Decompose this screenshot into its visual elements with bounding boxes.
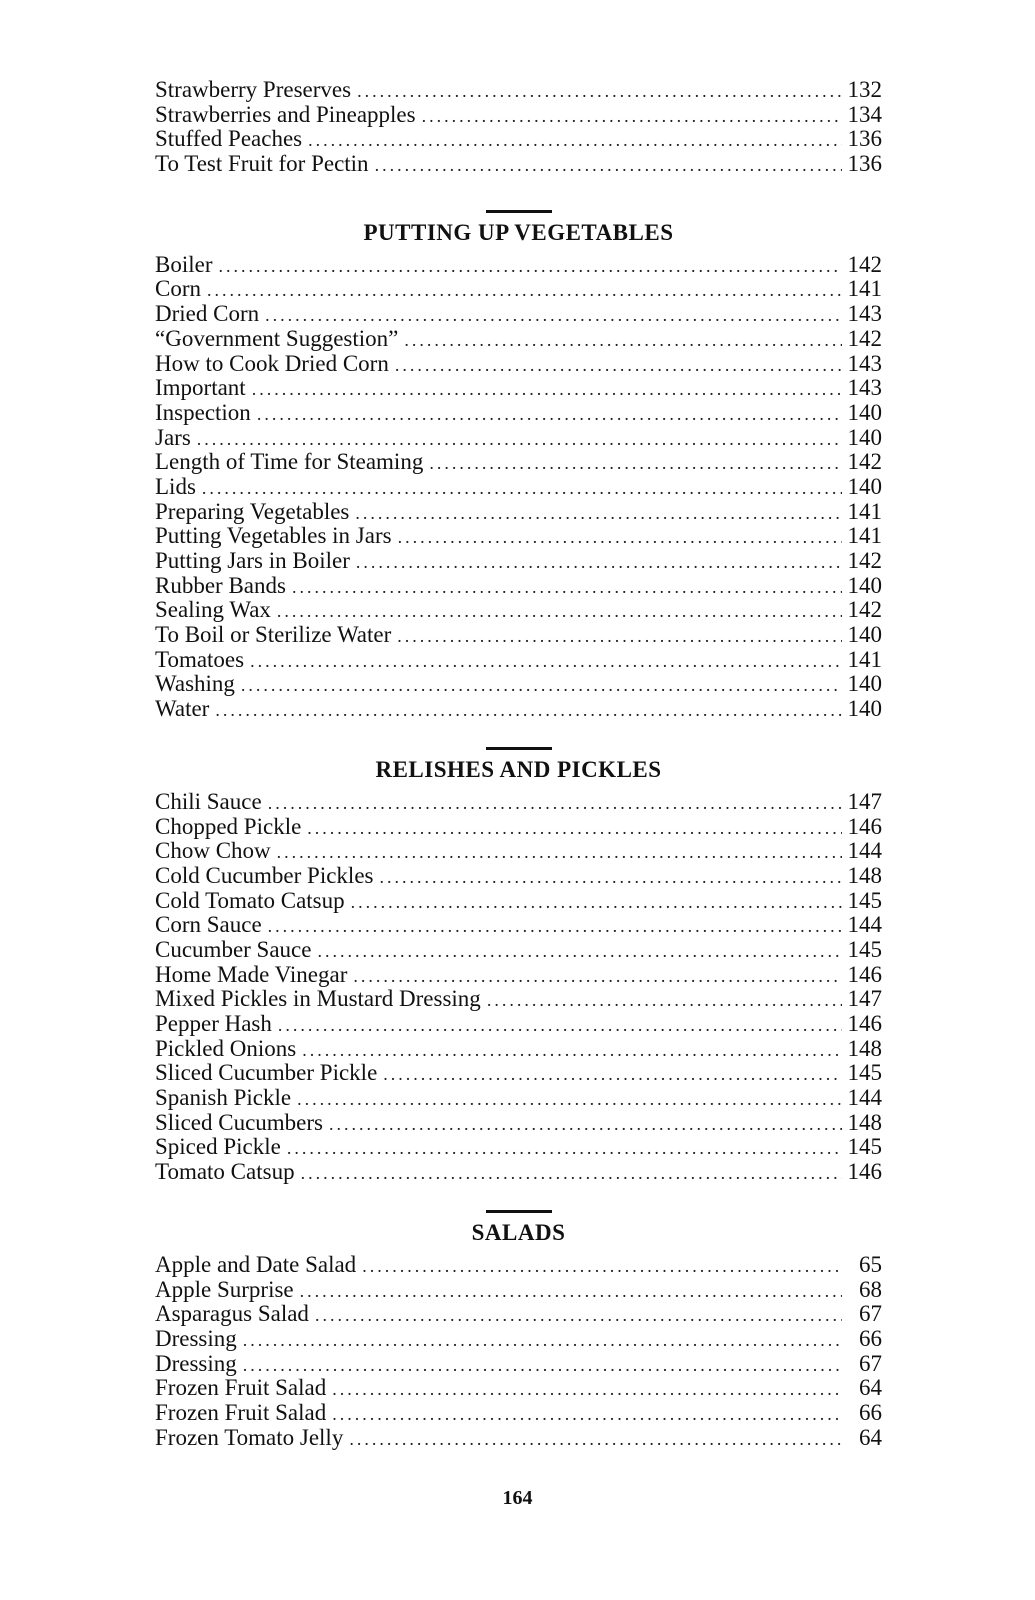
index-entry [155,1037,882,1062]
index-entry [155,1061,882,1086]
index-entry [155,450,882,475]
entry-title: Mixed Pickles in Mustard Dressing [155,986,481,1012]
dot-leader [297,1087,842,1112]
section-heading: SALADS [471,1219,566,1245]
dot-leader [383,1062,842,1087]
index-entry [155,648,882,673]
dot-leader [404,328,842,353]
entry-title: Cold Tomato Catsup [155,887,345,913]
dot-leader [349,1427,842,1452]
entry-title: Spanish Pickle [155,1085,292,1111]
entry-title: Spiced Pickle [155,1134,281,1160]
entry-title: Boiler [155,251,213,277]
index-entry [155,598,882,623]
dot-leader [207,278,842,303]
entry-title: Strawberry Preserves [155,77,352,102]
entry-title: Pickled Onions [155,1035,297,1061]
dot-leader [307,816,842,841]
entry-page-number: 146 [847,961,882,987]
index-entry [155,913,882,938]
entry-page-number: 142 [847,251,882,277]
index-entry [155,1401,882,1426]
entry-page-number: 141 [847,523,882,549]
index-entry [155,623,882,648]
entry-page-number: 147 [847,788,882,814]
index-entry [155,963,882,988]
entry-title: Washing [155,671,235,697]
entry-page-number: 64 [859,1424,882,1450]
entry-title: Chow Chow [155,838,271,864]
entry-page-number: 147 [847,986,882,1012]
dot-leader [250,649,842,674]
index-entry [155,1278,882,1303]
entry-title: Corn [155,276,201,302]
entry-page-number: 142 [847,548,882,573]
dot-leader [265,303,842,328]
index-entry [155,103,882,128]
entry-title: Home Made Vinegar [155,961,348,987]
index-entry [155,790,882,815]
entry-page-number: 136 [847,151,882,177]
dot-leader [353,964,842,989]
entry-title: Cold Cucumber Pickles [155,862,374,888]
index-entry [155,327,882,352]
index-entry [155,352,882,377]
entry-title: Apple Surprise [155,1276,294,1302]
entry-page-number: 141 [847,498,882,524]
entry-title: Asparagus Salad [155,1301,309,1327]
entry-page-number: 145 [847,936,882,962]
entry-title: Lids [155,473,196,499]
index-entry [155,1327,882,1352]
entry-title: Jars [155,424,191,450]
index-entry [155,574,882,599]
dot-leader [397,624,842,649]
index-entry [155,277,882,302]
entry-page-number: 145 [847,887,882,913]
dot-leader [243,1328,842,1353]
section-salads [155,1213,882,1451]
section-relishes-and-pickles [155,750,882,1185]
entry-page-number: 144 [847,912,882,938]
entry-title: Sliced Cucumbers [155,1109,323,1135]
dot-leader [241,673,842,698]
index-entry [155,1086,882,1111]
dot-leader [356,550,842,575]
index-entry [155,889,882,914]
entry-page-number: 146 [847,1159,882,1185]
dot-leader [317,939,842,964]
entry-page-number: 64 [859,1375,882,1401]
entry-page-number: 141 [847,276,882,302]
entry-title: Dressing [155,1350,237,1376]
dot-leader [278,1013,842,1038]
dot-leader [268,914,842,939]
entry-page-number: 142 [847,449,882,475]
index-entry [155,1012,882,1037]
entry-title: Important [155,375,246,401]
index-entry [155,152,882,177]
entry-page-number: 148 [847,862,882,888]
entry-title: Sealing Wax [155,597,271,623]
entry-title: Water [155,696,210,722]
index-entry [155,475,882,500]
dot-leader [301,1161,842,1186]
entry-page-number: 67 [859,1301,882,1327]
dot-leader [362,1254,842,1279]
dot-leader [302,1038,842,1063]
entry-page-number: 148 [847,1035,882,1061]
page-number-footer: 164 [502,1487,533,1509]
index-entry [155,500,882,525]
entry-list [155,253,882,722]
index-entry [155,1352,882,1377]
dot-leader [315,1303,842,1328]
index-entry [155,815,882,840]
entry-title: How to Cook Dried Corn [155,350,389,376]
entry-page-number: 140 [847,473,882,499]
entry-title: Apple and Date Salad [155,1251,357,1277]
section-putting-up-vegetables [155,213,882,722]
entry-page-number: 132 [847,77,882,102]
entry-title: Putting Vegetables in Jars [155,523,392,549]
entry-title: Cucumber Sauce [155,936,312,962]
index-entry [155,1426,882,1451]
dot-leader [379,865,842,890]
index-entry [155,253,882,278]
entry-page-number: 144 [847,1085,882,1111]
dot-leader [197,427,842,452]
section-fruit-continued [155,78,882,177]
dot-leader [219,254,843,279]
dot-leader [268,791,842,816]
section-heading: PUTTING UP VEGETABLES [363,219,674,245]
entry-title: To Test Fruit for Pectin [155,151,369,177]
index-entry [155,1376,882,1401]
entry-page-number: 140 [847,572,882,598]
dot-leader [300,1279,842,1304]
entry-page-number: 136 [847,126,882,152]
index-entry [155,672,882,697]
entry-title: Putting Jars in Boiler [155,548,350,573]
entry-list [155,78,882,177]
dot-leader [332,1377,842,1402]
index-entry [155,1253,882,1278]
entry-title: Corn Sauce [155,912,262,938]
entry-title: Tomato Catsup [155,1159,295,1185]
dot-leader [357,79,842,104]
index-entry [155,1160,882,1185]
entry-title: Dried Corn [155,301,260,327]
entry-title: To Boil or Sterilize Water [155,622,392,648]
index-entry [155,697,882,722]
entry-page-number: 66 [859,1325,882,1351]
entry-page-number: 65 [859,1251,882,1277]
entry-page-number: 143 [847,301,882,327]
entry-title: Frozen Tomato Jelly [155,1424,344,1450]
entry-page-number: 142 [847,597,882,623]
dot-leader [215,698,842,723]
entry-page-number: 146 [847,1011,882,1036]
index-entry [155,1135,882,1160]
dot-leader [332,1402,842,1427]
entry-title: Chili Sauce [155,788,262,814]
dot-leader [308,128,842,153]
index-page [155,78,882,1450]
index-entry [155,401,882,426]
index-entry [155,78,882,103]
index-entry [155,938,882,963]
entry-title: Preparing Vegetables [155,498,350,524]
dot-leader [202,476,842,501]
entry-title: Pepper Hash [155,1011,272,1036]
entry-page-number: 140 [847,399,882,425]
entry-page-number: 144 [847,838,882,864]
entry-page-number: 141 [847,646,882,672]
entry-page-number: 66 [859,1399,882,1425]
dot-leader [243,1353,842,1378]
entry-page-number: 146 [847,813,882,839]
dot-leader [351,890,842,915]
dot-leader [398,525,842,550]
entry-title: Dressing [155,1325,237,1351]
entry-list [155,790,882,1185]
dot-leader [329,1112,842,1137]
dot-leader [287,1136,842,1161]
dot-leader [277,840,842,865]
entry-page-number: 145 [847,1134,882,1160]
entry-page-number: 134 [847,101,882,127]
index-entry [155,987,882,1012]
entry-page-number: 148 [847,1109,882,1135]
index-entry [155,302,882,327]
dot-leader [395,353,842,378]
entry-title: Sliced Cucumber Pickle [155,1060,378,1086]
entry-title: Inspection [155,399,251,425]
entry-title: Length of Time for Steaming [155,449,424,475]
entry-title: Stuffed Peaches [155,126,303,152]
index-entry [155,376,882,401]
entry-title: Frozen Fruit Salad [155,1375,327,1401]
index-entry [155,1302,882,1327]
index-entry [155,864,882,889]
entry-title: Frozen Fruit Salad [155,1399,327,1425]
index-entry [155,839,882,864]
dot-leader [252,377,842,402]
dot-leader [257,402,842,427]
entry-title: Strawberries and Pineapples [155,101,416,127]
entry-title: Tomatoes [155,646,245,672]
entry-page-number: 140 [847,622,882,648]
dot-leader [422,104,842,129]
dot-leader [292,575,842,600]
entry-title: Chopped Pickle [155,813,302,839]
index-entry [155,524,882,549]
dot-leader [429,451,842,476]
entry-page-number: 143 [847,375,882,401]
section-heading: RELISHES AND PICKLES [375,756,662,782]
entry-list [155,1253,882,1451]
entry-page-number: 140 [847,424,882,450]
entry-title: “Government Suggestion” [155,325,399,351]
index-entry [155,426,882,451]
index-entry [155,1111,882,1136]
entry-page-number: 142 [847,325,882,351]
dot-leader [487,988,842,1013]
dot-leader [355,501,842,526]
index-entry [155,127,882,152]
entry-page-number: 143 [847,350,882,376]
dot-leader [375,153,842,178]
index-entry [155,549,882,574]
entry-page-number: 68 [859,1276,882,1302]
entry-title: Rubber Bands [155,572,286,598]
entry-page-number: 140 [847,696,882,722]
entry-page-number: 67 [859,1350,882,1376]
dot-leader [277,599,842,624]
entry-page-number: 140 [847,671,882,697]
entry-page-number: 145 [847,1060,882,1086]
